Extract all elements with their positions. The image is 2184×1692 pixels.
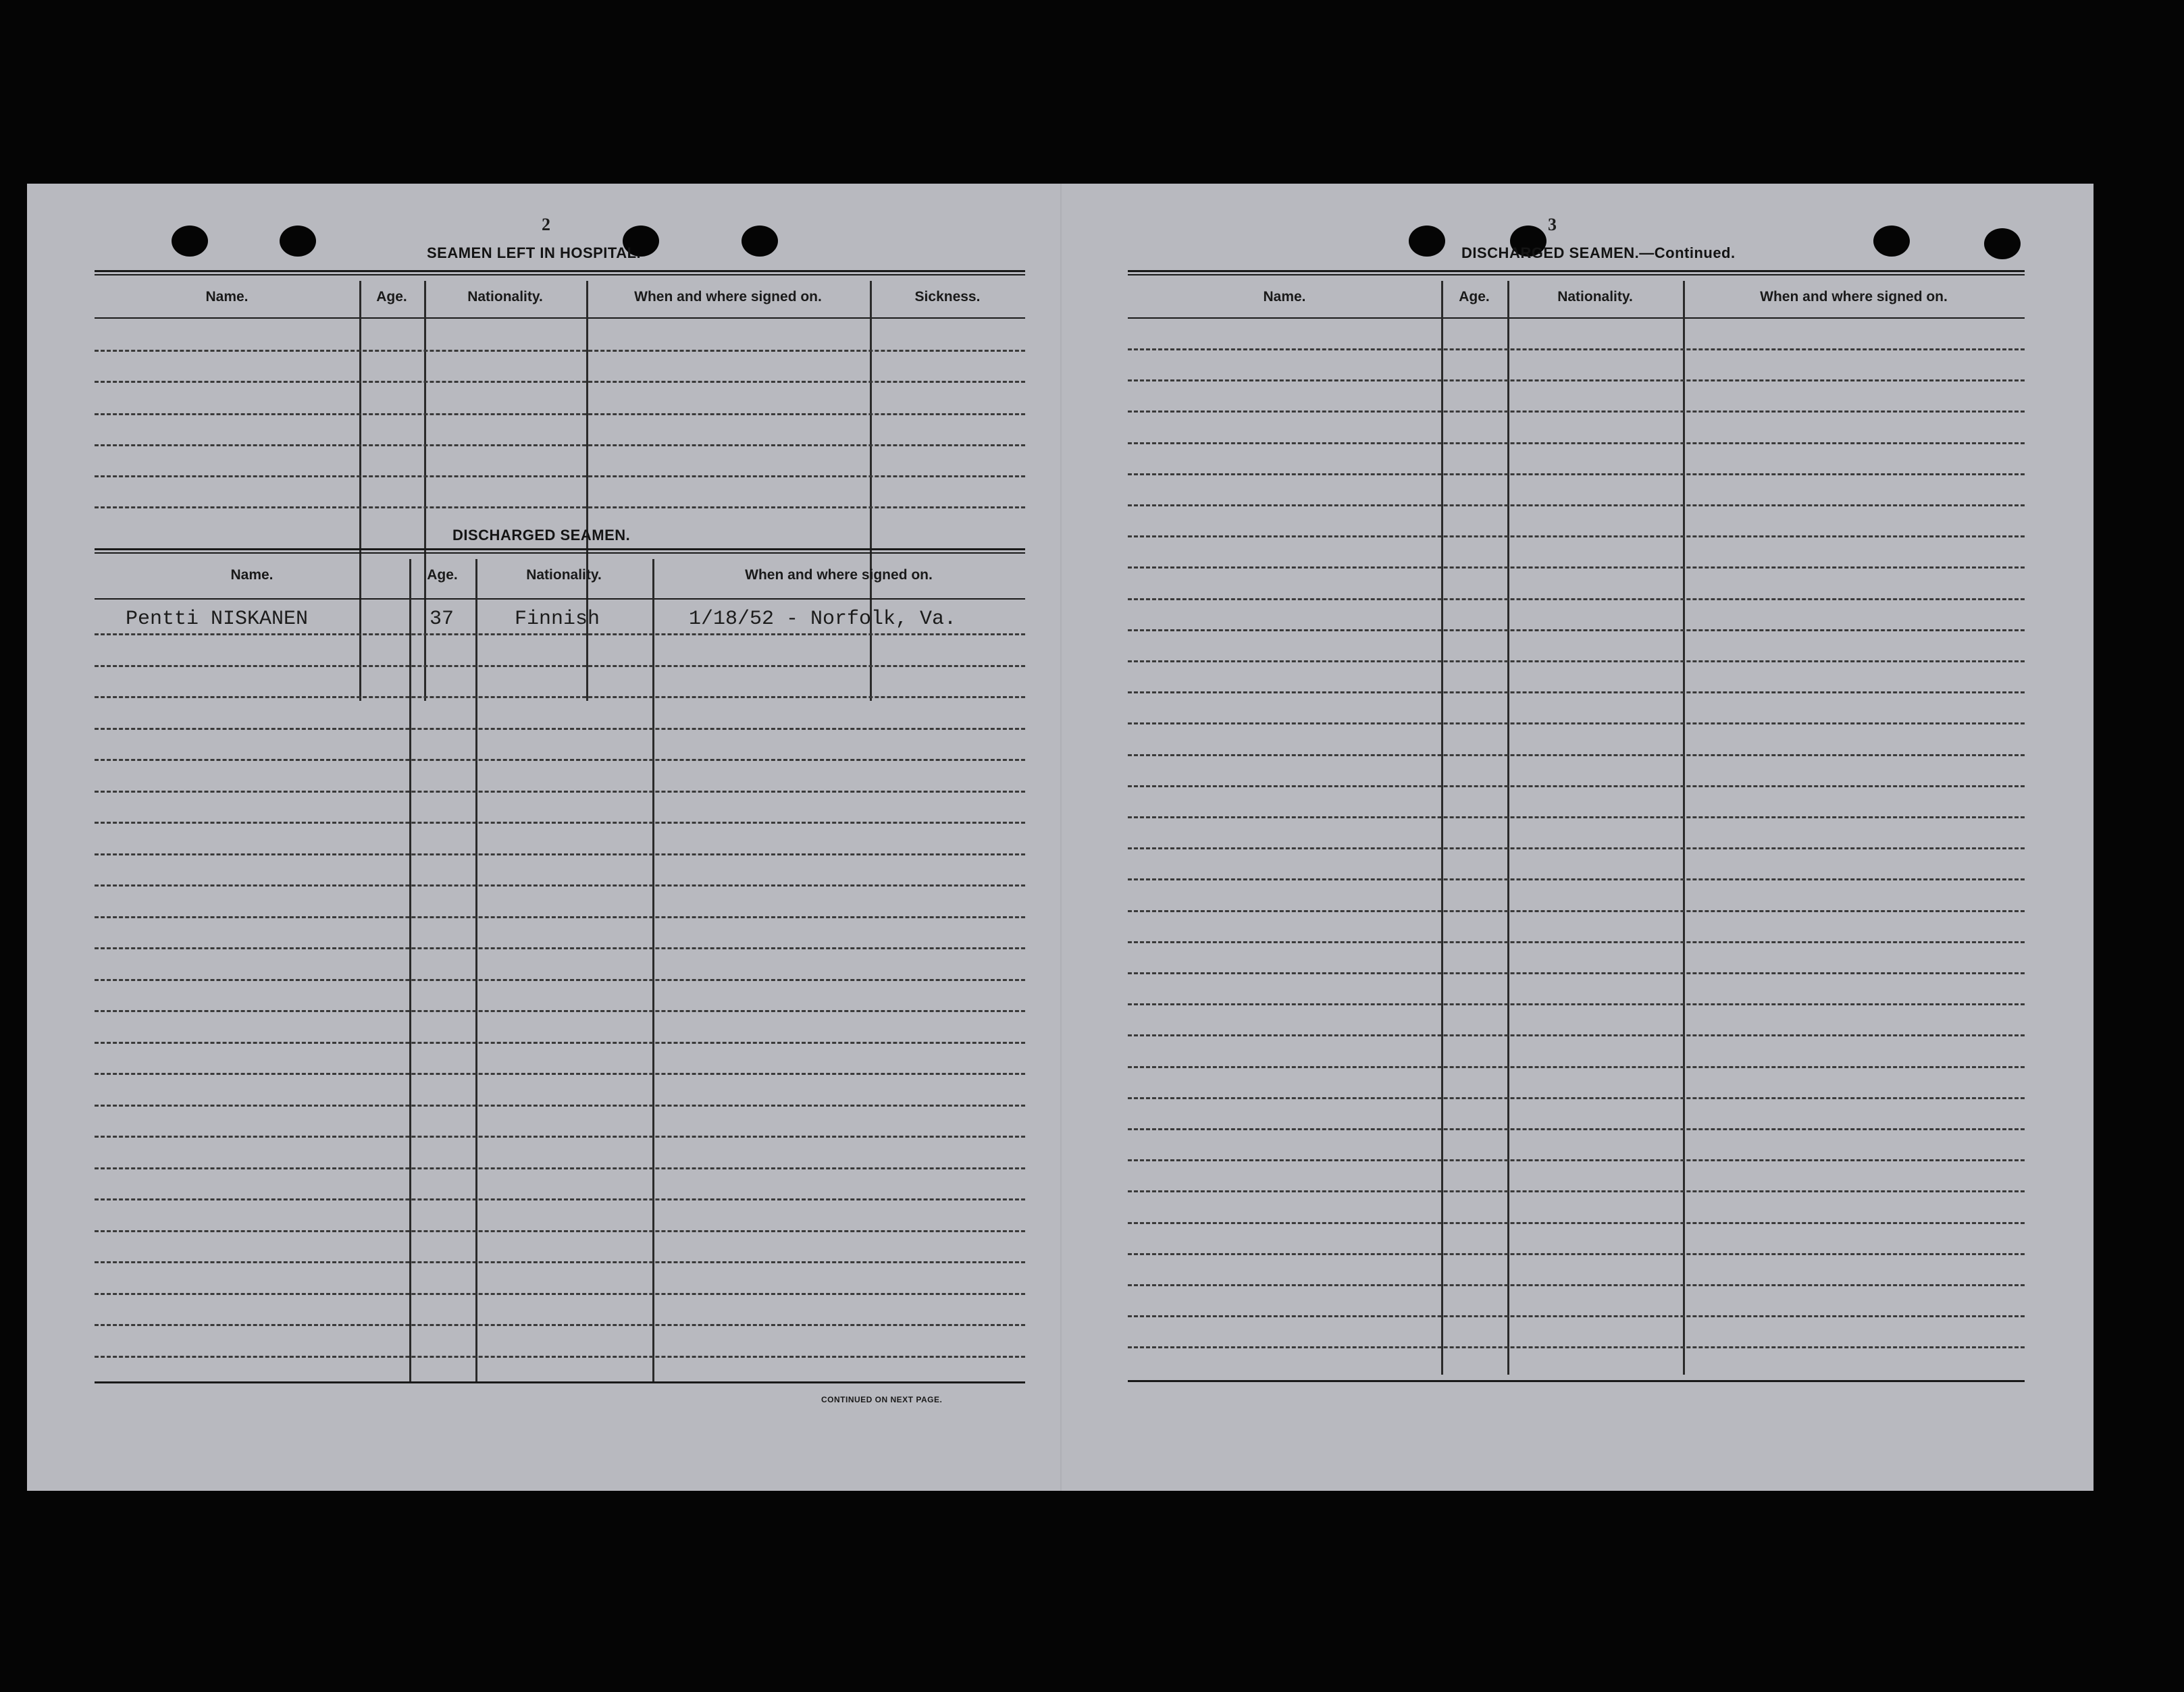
row-line <box>1128 629 2025 631</box>
punch-hole <box>280 226 316 257</box>
discharged-bottom-rule <box>95 1381 1025 1383</box>
row-line <box>1128 754 2025 756</box>
punch-hole <box>1873 226 1910 257</box>
hospital-header-age: Age. <box>376 289 407 305</box>
row-line <box>1128 1034 2025 1036</box>
row-line <box>1128 348 2025 350</box>
discharged-header-signed-on: When and where signed on. <box>745 567 933 583</box>
row-line <box>95 1293 1025 1295</box>
hospital-header-sickness: Sickness. <box>914 289 981 305</box>
document-page <box>27 184 2094 1491</box>
row-line <box>95 1105 1025 1107</box>
hospital-row-line <box>95 444 1025 446</box>
right-column-divider <box>1507 281 1509 1375</box>
row-line <box>1128 442 2025 444</box>
hospital-row-line <box>95 413 1025 415</box>
discharged-column-divider <box>652 559 654 1383</box>
row-line <box>1128 1315 2025 1317</box>
row-line <box>1128 1159 2025 1161</box>
discharged-continued-title: DISCHARGED SEAMEN.—Continued. <box>1461 244 1736 261</box>
row-line <box>1128 1190 2025 1192</box>
punch-hole <box>1984 228 2021 259</box>
row-line <box>95 728 1025 730</box>
row-line <box>95 759 1025 761</box>
punch-hole <box>1409 226 1445 257</box>
hospital-row-line <box>95 506 1025 508</box>
row-line <box>1128 379 2025 381</box>
hospital-column-divider <box>870 281 872 701</box>
row-line <box>1128 504 2025 506</box>
row-line <box>95 791 1025 793</box>
row-line <box>95 1356 1025 1358</box>
row-line <box>95 822 1025 824</box>
right-page <box>1060 184 2094 1491</box>
row-line <box>1128 691 2025 693</box>
hospital-row-line <box>95 350 1025 352</box>
discharged-row-name: Pentti NISKANEN <box>126 608 309 631</box>
right-header-nationality: Nationality. <box>1557 289 1633 305</box>
discharged-top-rule <box>95 548 1025 550</box>
discharged-header-age: Age. <box>427 567 458 583</box>
discharged-column-divider <box>475 559 477 1383</box>
row-line <box>95 1042 1025 1044</box>
row-line <box>1128 660 2025 662</box>
discharged-row-nationality: Finnish <box>515 608 600 631</box>
row-line <box>95 884 1025 887</box>
row-line <box>1128 972 2025 974</box>
right-header-signed-on: When and where signed on. <box>1760 289 1948 305</box>
hospital-row-line <box>95 475 1025 477</box>
discharged-header-nationality: Nationality. <box>526 567 602 583</box>
row-line <box>1128 566 2025 569</box>
row-line <box>95 696 1025 698</box>
row-line <box>1128 1253 2025 1255</box>
hospital-header-nationality: Nationality. <box>467 289 543 305</box>
row-line <box>1128 941 2025 943</box>
discharged-row-age: 37 <box>430 608 454 631</box>
hospital-top-rule <box>95 274 1025 275</box>
discharged-top-rule <box>95 552 1025 554</box>
hospital-column-divider <box>586 281 588 701</box>
row-line <box>95 1073 1025 1075</box>
row-line <box>95 979 1025 981</box>
punch-hole <box>172 226 208 257</box>
hospital-top-rule <box>95 270 1025 272</box>
hospital-row-line <box>95 381 1025 383</box>
right-top-rule <box>1128 270 2025 272</box>
hospital-header-name: Name. <box>205 289 249 305</box>
row-line <box>95 853 1025 855</box>
row-line <box>1128 722 2025 724</box>
row-line <box>1128 1066 2025 1068</box>
row-line <box>1128 411 2025 413</box>
row-line <box>1128 473 2025 475</box>
continued-note: CONTINUED ON NEXT PAGE. <box>821 1395 943 1404</box>
row-line <box>1128 1128 2025 1130</box>
discharged-column-divider <box>409 559 411 1383</box>
page-number: 3 <box>1548 215 1557 234</box>
row-line <box>1128 1003 2025 1005</box>
right-column-divider <box>1441 281 1443 1375</box>
right-column-divider <box>1683 281 1685 1375</box>
row-line <box>1128 535 2025 537</box>
row-line <box>95 1010 1025 1012</box>
row-line <box>95 1324 1025 1326</box>
punch-hole <box>742 226 778 257</box>
row-line <box>95 665 1025 667</box>
row-line <box>95 916 1025 918</box>
discharged-header-rule <box>95 598 1025 600</box>
row-line <box>1128 1222 2025 1224</box>
row-line <box>1128 816 2025 818</box>
row-line <box>1128 785 2025 787</box>
right-bottom-rule <box>1128 1380 2025 1382</box>
row-line <box>1128 910 2025 912</box>
discharged-section-title: DISCHARGED SEAMEN. <box>452 527 631 544</box>
row-line <box>95 633 1025 635</box>
left-page <box>27 184 1060 1491</box>
right-header-age: Age. <box>1459 289 1490 305</box>
hospital-column-divider <box>424 281 426 701</box>
right-header-name: Name. <box>1263 289 1306 305</box>
row-line <box>1128 1346 2025 1348</box>
row-line <box>95 1261 1025 1263</box>
row-line <box>1128 847 2025 849</box>
right-header-rule <box>1128 317 2025 319</box>
discharged-row-signed-on: 1/18/52 - Norfolk, Va. <box>689 608 957 631</box>
row-line <box>1128 598 2025 600</box>
hospital-column-divider <box>359 281 361 701</box>
row-line <box>95 1198 1025 1200</box>
row-line <box>1128 1097 2025 1099</box>
row-line <box>95 1136 1025 1138</box>
hospital-header-rule <box>95 317 1025 319</box>
row-line <box>95 1230 1025 1232</box>
page-number: 2 <box>542 215 550 234</box>
right-top-rule <box>1128 274 2025 275</box>
hospital-header-signed-on: When and where signed on. <box>634 289 822 305</box>
hospital-section-title: SEAMEN LEFT IN HOSPITAL. <box>427 244 642 261</box>
row-line <box>95 947 1025 949</box>
row-line <box>1128 1284 2025 1286</box>
row-line <box>1128 878 2025 880</box>
discharged-header-name: Name. <box>230 567 274 583</box>
row-line <box>95 1167 1025 1169</box>
